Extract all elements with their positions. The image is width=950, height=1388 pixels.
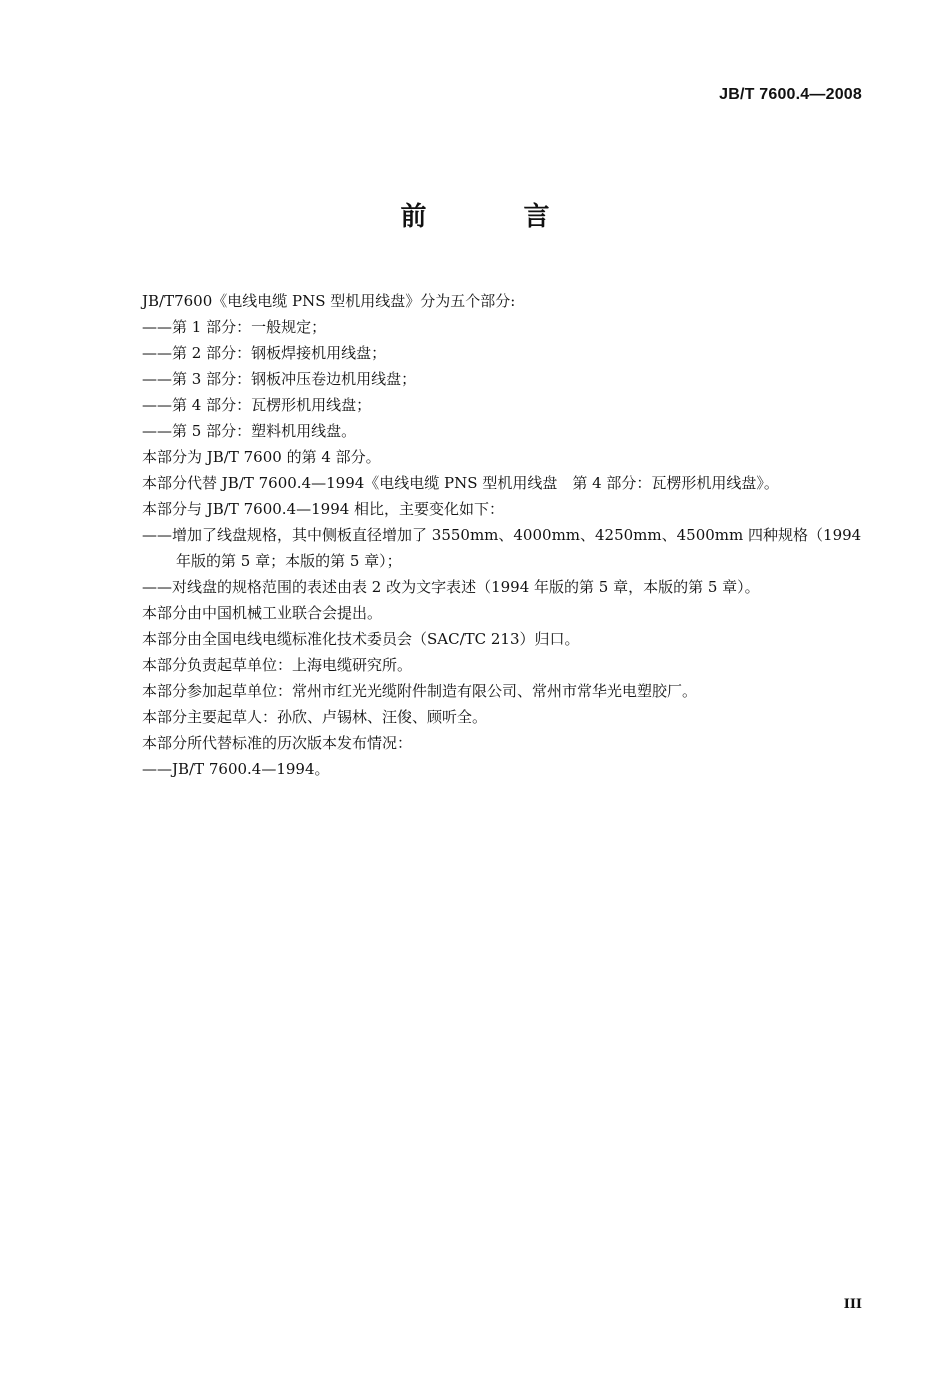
list-item-part-2: ——第 2 部分：钢板焊接机用线盘； xyxy=(142,344,387,362)
paragraph-replaces: 本部分代替 JB/T 7600.4—1994《电线电缆 PNS 型机用线盘 第 4 部分：瓦楞形机用线盘》。 xyxy=(142,474,779,492)
paragraph-this-part: 本部分为 JB/T 7600 的第 4 部分。 xyxy=(142,448,381,466)
standard-code: JB/T 7600.4—2008 xyxy=(719,86,862,103)
paragraph-history: 本部分所代替标准的历次版本发布情况： xyxy=(142,734,413,752)
paragraph-proposed-by: 本部分由中国机械工业联合会提出。 xyxy=(142,604,383,622)
paragraph-drafters: 本部分主要起草人：孙欣、卢锡林、汪俊、顾听全。 xyxy=(142,708,488,726)
list-item-part-3: ——第 3 部分：钢板冲压卷边机用线盘； xyxy=(142,370,417,388)
page-number: III xyxy=(843,1297,862,1312)
paragraph-changes: 本部分与 JB/T 7600.4—1994 相比，主要变化如下： xyxy=(142,500,505,518)
list-item-history-1: ——JB/T 7600.4—1994。 xyxy=(142,760,330,778)
page-title: 前 言 xyxy=(400,202,594,232)
list-item-change-2: ——对线盘的规格范围的表述由表 2 改为文字表述（1994 年版的第 5 章，本版的第 5 章）。 xyxy=(142,578,760,596)
list-item-part-4: ——第 4 部分：瓦楞形机用线盘； xyxy=(142,396,372,414)
list-item-change-1: ——增加了线盘规格，其中侧板直径增加了 3550mm、4000mm、4250mm、4500mm 四种规格（1994 年版的第 5 章；本版的第 5 章）； xyxy=(142,526,862,570)
list-item-part-1: ——第 1 部分：一般规定； xyxy=(142,318,327,336)
paragraph-administered-by: 本部分由全国电线电缆标准化技术委员会（SAC/TC 213）归口。 xyxy=(142,630,580,648)
foreword-body xyxy=(142,288,866,782)
list-item-part-5: ——第 5 部分：塑料机用线盘。 xyxy=(142,422,357,440)
paragraph-drafting-unit: 本部分负责起草单位：上海电缆研究所。 xyxy=(142,656,413,674)
paragraph-participating-units: 本部分参加起草单位：常州市红光光缆附件制造有限公司、常州市常华光电塑胶厂。 xyxy=(142,682,698,700)
paragraph-intro: JB/T7600《电线电缆 PNS 型机用线盘》分为五个部分: xyxy=(142,292,516,310)
